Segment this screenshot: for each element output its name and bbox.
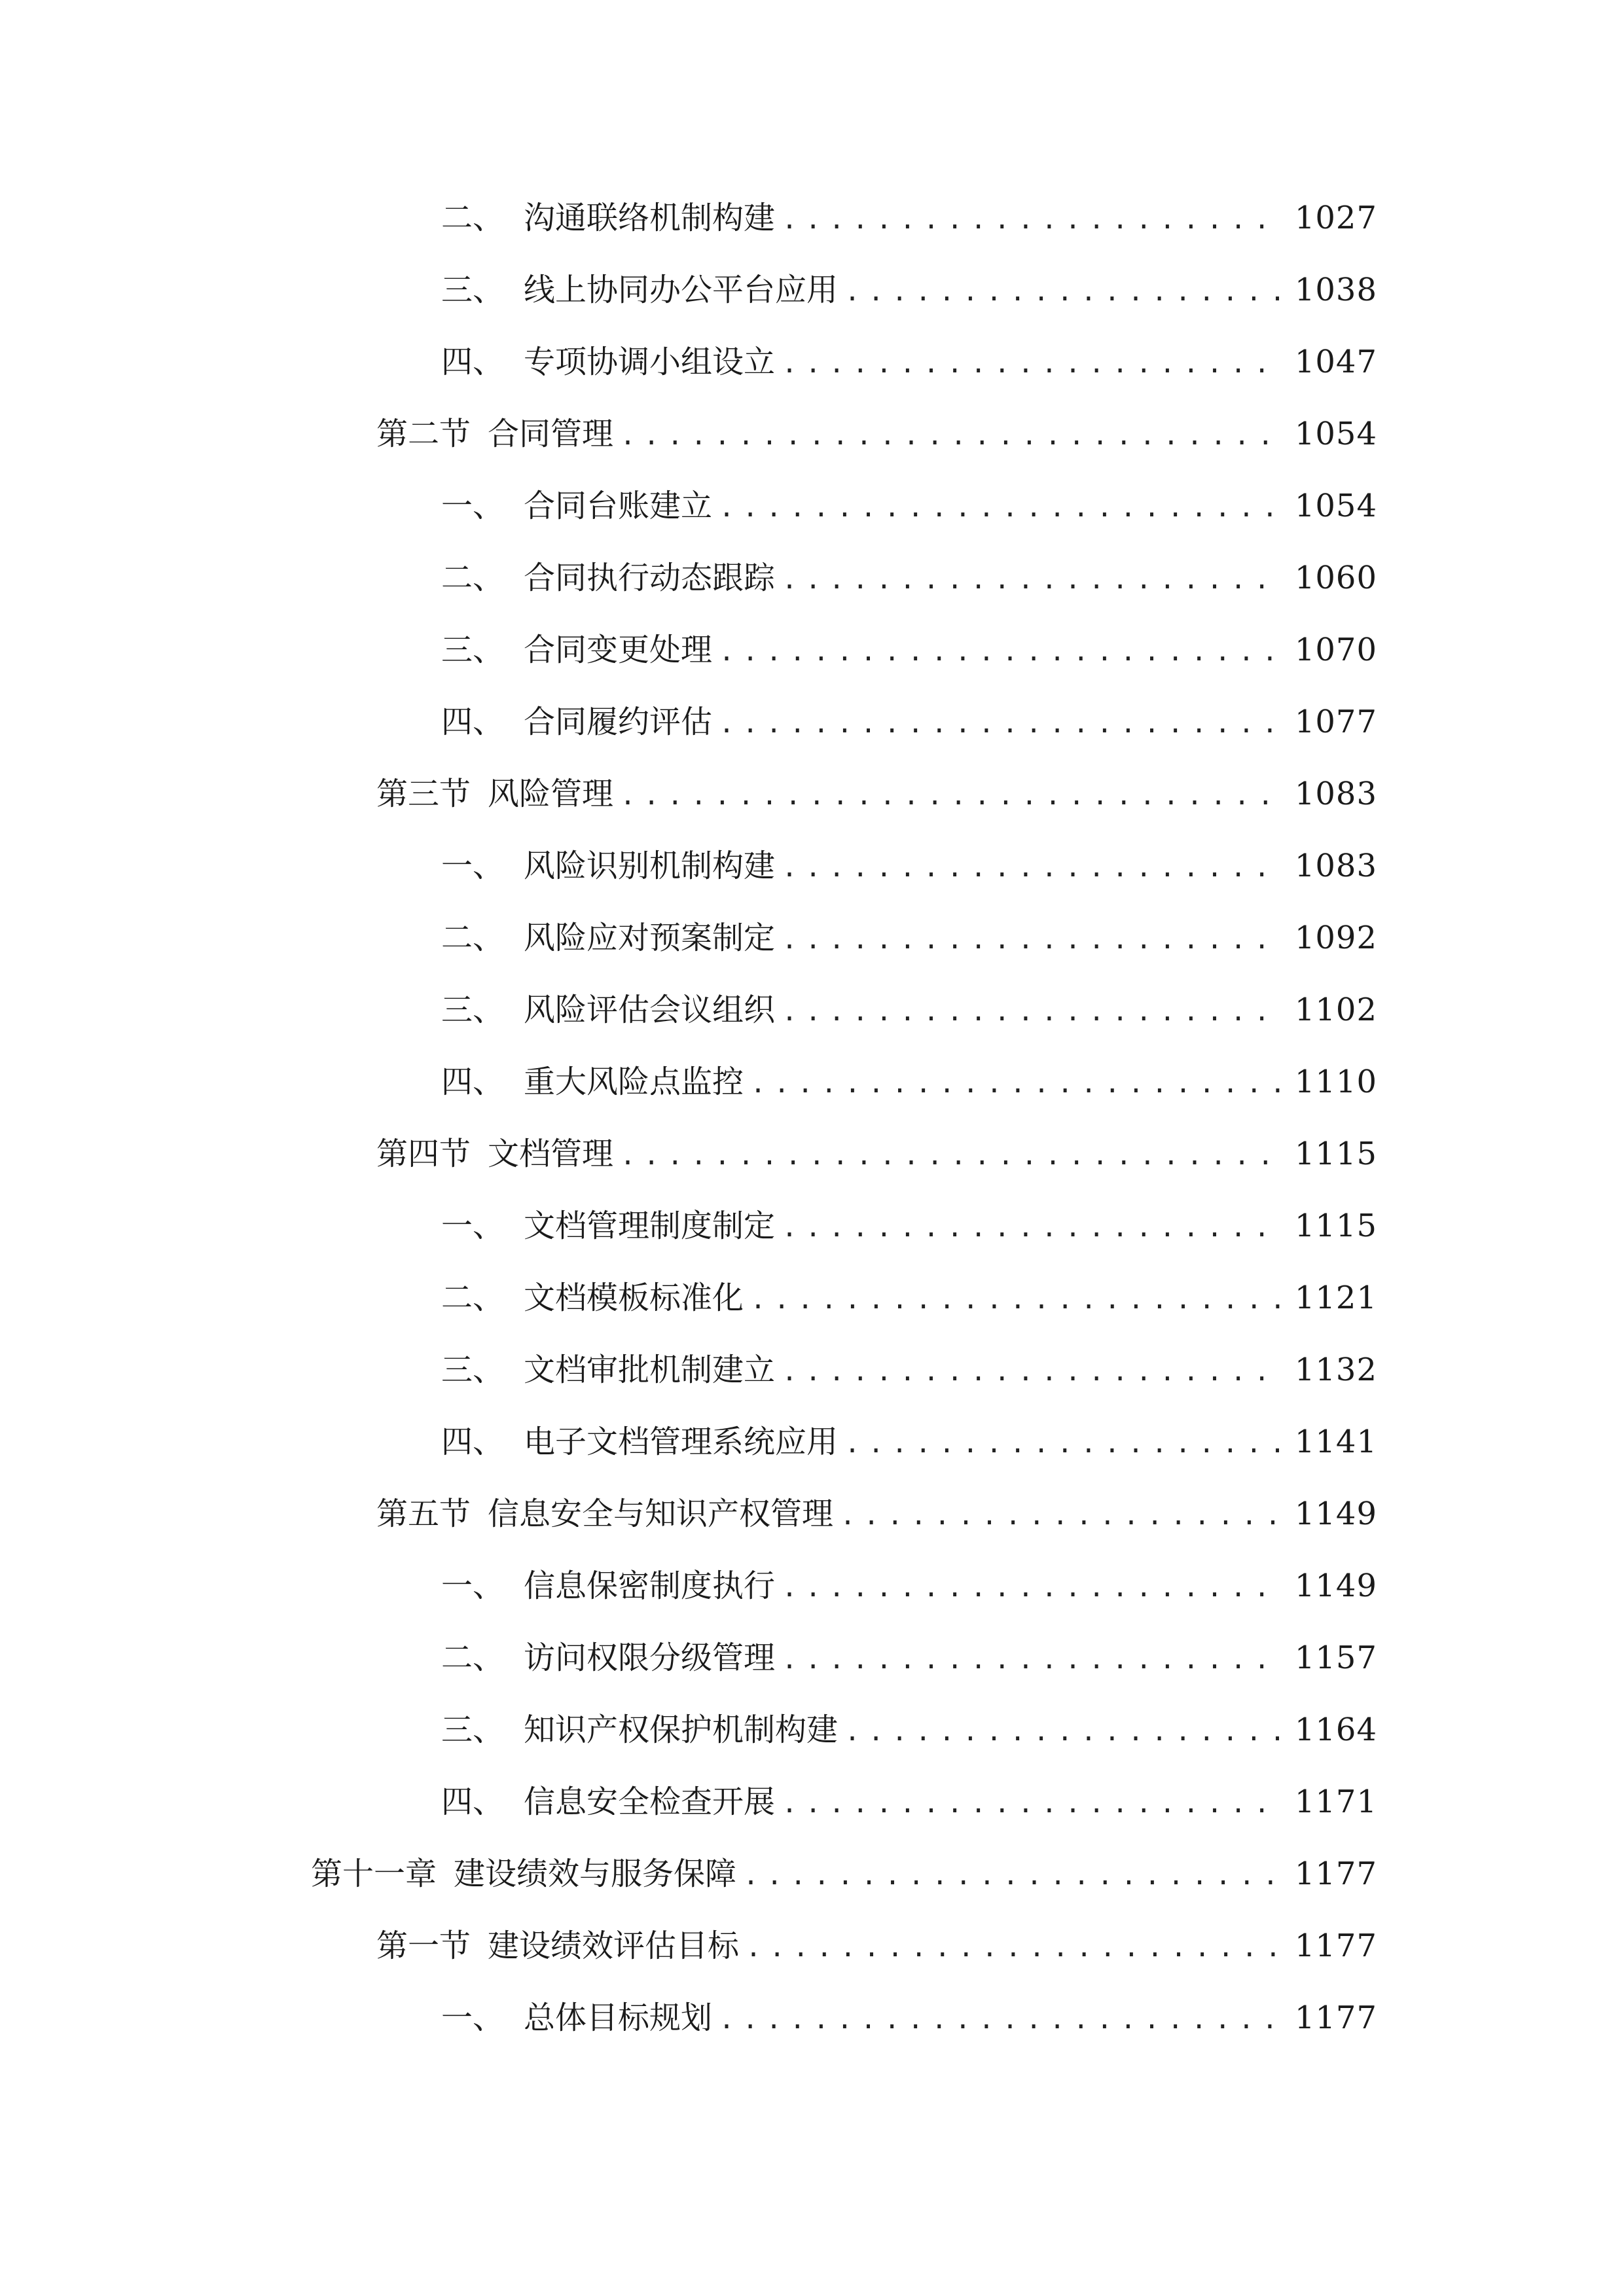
toc-dot-leader xyxy=(620,410,1283,462)
toc-entry-title: 文档模板标准化 xyxy=(524,1280,744,1316)
toc-dot-leader xyxy=(750,1058,1283,1110)
toc-section-page: 1177 xyxy=(1294,1928,1377,1964)
toc-section-title: 建设绩效评估目标 xyxy=(488,1928,740,1964)
toc-entry-title: 信息安全检查开展 xyxy=(524,1784,776,1820)
toc-entry-page: 1077 xyxy=(1294,704,1377,740)
toc-section[interactable] xyxy=(0,1488,1624,1560)
toc-section-title: 文档管理 xyxy=(488,1136,614,1172)
toc-entry-page: 1083 xyxy=(1294,848,1377,884)
toc-entry[interactable] xyxy=(0,1416,1624,1488)
toc-entry-title: 合同台账建立 xyxy=(524,488,713,524)
toc-dot-leader xyxy=(719,626,1283,678)
toc-entry-page: 1157 xyxy=(1294,1640,1377,1676)
toc-entry-number: 三、 xyxy=(441,1712,505,1748)
toc-dot-leader xyxy=(782,1778,1283,1830)
toc-entry[interactable] xyxy=(0,480,1624,552)
toc-entry[interactable] xyxy=(0,1776,1624,1848)
toc-entry-number: 四、 xyxy=(441,704,505,740)
toc-section[interactable] xyxy=(0,1920,1624,1992)
toc-entry-number: 二、 xyxy=(441,1640,505,1676)
toc-entry[interactable] xyxy=(0,984,1624,1056)
toc-entry[interactable] xyxy=(0,1344,1624,1416)
toc-entry[interactable] xyxy=(0,552,1624,624)
toc-entry[interactable] xyxy=(0,624,1624,696)
toc-entry-page: 1070 xyxy=(1294,632,1377,668)
toc-entry-page: 1141 xyxy=(1294,1424,1377,1460)
toc-entry-page: 1115 xyxy=(1294,1208,1377,1244)
toc-entry-title: 信息保密制度执行 xyxy=(524,1568,776,1604)
toc-dot-leader xyxy=(782,1202,1283,1254)
toc-dot-leader xyxy=(844,1418,1283,1470)
toc-section-page: 1115 xyxy=(1294,1136,1377,1172)
toc-entry-page: 1027 xyxy=(1294,200,1377,236)
toc-entry-title: 风险应对预案制定 xyxy=(524,920,776,956)
toc-entry[interactable] xyxy=(0,1200,1624,1272)
toc-entry-page: 1177 xyxy=(1294,2000,1377,2036)
table-of-contents xyxy=(0,192,1624,2064)
toc-entry-page: 1060 xyxy=(1294,560,1377,596)
toc-dot-leader xyxy=(782,1634,1283,1686)
toc-entry[interactable] xyxy=(0,840,1624,912)
toc-entry-title: 电子文档管理系统应用 xyxy=(524,1424,839,1460)
toc-section[interactable] xyxy=(0,408,1624,480)
toc-dot-leader xyxy=(782,1346,1283,1398)
toc-section-number: 第一节 xyxy=(376,1928,471,1964)
toc-entry[interactable] xyxy=(0,1056,1624,1128)
toc-entry-page: 1132 xyxy=(1294,1352,1377,1388)
toc-dot-leader xyxy=(743,1850,1283,1902)
toc-entry[interactable] xyxy=(0,336,1624,408)
toc-entry[interactable] xyxy=(0,696,1624,768)
toc-dot-leader xyxy=(844,1706,1283,1758)
toc-entry[interactable] xyxy=(0,264,1624,336)
toc-dot-leader xyxy=(620,770,1283,822)
toc-entry-number: 四、 xyxy=(441,1424,505,1460)
toc-entry-title: 风险识别机制构建 xyxy=(524,848,776,884)
toc-section-page: 1083 xyxy=(1294,776,1377,812)
toc-entry-title: 专项协调小组设立 xyxy=(524,344,776,380)
toc-entry[interactable] xyxy=(0,1632,1624,1704)
toc-entry-number: 四、 xyxy=(441,1064,505,1100)
toc-entry-number: 四、 xyxy=(441,1784,505,1820)
toc-entry-title: 合同变更处理 xyxy=(524,632,713,668)
toc-dot-leader xyxy=(620,1130,1283,1182)
toc-dot-leader xyxy=(782,1562,1283,1614)
toc-entry-number: 三、 xyxy=(441,992,505,1028)
toc-entry-title: 线上协同办公平台应用 xyxy=(524,272,839,308)
toc-entry-page: 1149 xyxy=(1294,1568,1377,1604)
toc-section-page: 1054 xyxy=(1294,416,1377,452)
toc-entry-number: 二、 xyxy=(441,560,505,596)
toc-entry-page: 1047 xyxy=(1294,344,1377,380)
toc-entry-page: 1038 xyxy=(1294,272,1377,308)
toc-entry-title: 合同履约评估 xyxy=(524,704,713,740)
toc-entry-number: 二、 xyxy=(441,920,505,956)
toc-entry-title: 文档管理制度制定 xyxy=(524,1208,776,1244)
toc-dot-leader xyxy=(782,986,1283,1038)
toc-section-title: 风险管理 xyxy=(488,776,614,812)
toc-section-title: 信息安全与知识产权管理 xyxy=(488,1496,834,1532)
toc-section-number: 第二节 xyxy=(376,416,471,452)
toc-entry-number: 二、 xyxy=(441,1280,505,1316)
toc-entry[interactable] xyxy=(0,1704,1624,1776)
toc-dot-leader xyxy=(782,842,1283,894)
toc-chapter-title: 建设绩效与服务保障 xyxy=(454,1856,737,1892)
toc-entry-page: 1121 xyxy=(1294,1280,1377,1316)
toc-dot-leader xyxy=(719,698,1283,750)
toc-entry-title: 知识产权保护机制构建 xyxy=(524,1712,839,1748)
toc-section-title: 合同管理 xyxy=(488,416,614,452)
toc-section[interactable] xyxy=(0,768,1624,840)
toc-entry-title: 合同执行动态跟踪 xyxy=(524,560,776,596)
toc-entry-page: 1092 xyxy=(1294,920,1377,956)
toc-entry-number: 三、 xyxy=(441,1352,505,1388)
toc-entry-page: 1164 xyxy=(1294,1712,1377,1748)
toc-entry-page: 1171 xyxy=(1294,1784,1377,1820)
toc-section-number: 第四节 xyxy=(376,1136,471,1172)
toc-section-number: 第五节 xyxy=(376,1496,471,1532)
toc-entry[interactable] xyxy=(0,912,1624,984)
toc-dot-leader xyxy=(782,338,1283,390)
toc-entry[interactable] xyxy=(0,1272,1624,1344)
toc-entry-number: 一、 xyxy=(441,2000,505,2036)
toc-section-number: 第三节 xyxy=(376,776,471,812)
toc-chapter-number: 第十一章 xyxy=(311,1856,437,1892)
toc-dot-leader xyxy=(782,554,1283,606)
toc-entry-number: 一、 xyxy=(441,848,505,884)
toc-entry-number: 三、 xyxy=(441,272,505,308)
toc-entry[interactable] xyxy=(0,1560,1624,1632)
toc-entry-title: 风险评估会议组织 xyxy=(524,992,776,1028)
toc-dot-leader xyxy=(840,1490,1283,1542)
toc-dot-leader xyxy=(844,266,1283,318)
toc-entry-page: 1102 xyxy=(1294,992,1377,1028)
toc-entry-number: 三、 xyxy=(441,632,505,668)
toc-dot-leader xyxy=(782,914,1283,966)
toc-entry-number: 一、 xyxy=(441,488,505,524)
toc-entry[interactable] xyxy=(0,192,1624,264)
toc-entry[interactable] xyxy=(0,1992,1624,2064)
toc-dot-leader xyxy=(719,1994,1283,2046)
toc-section[interactable] xyxy=(0,1128,1624,1200)
toc-entry-title: 总体目标规划 xyxy=(524,2000,713,2036)
toc-section-page: 1149 xyxy=(1294,1496,1377,1532)
toc-entry-title: 重大风险点监控 xyxy=(524,1064,744,1100)
toc-dot-leader xyxy=(782,194,1283,246)
toc-entry-number: 二、 xyxy=(441,200,505,236)
toc-dot-leader xyxy=(750,1274,1283,1326)
toc-entry-page: 1054 xyxy=(1294,488,1377,524)
toc-entry-title: 沟通联络机制构建 xyxy=(524,200,776,236)
toc-chapter-page: 1177 xyxy=(1294,1856,1377,1892)
toc-entry-number: 一、 xyxy=(441,1568,505,1604)
toc-entry-title: 访问权限分级管理 xyxy=(524,1640,776,1676)
toc-dot-leader xyxy=(719,482,1283,534)
toc-entry-number: 一、 xyxy=(441,1208,505,1244)
toc-entry-title: 文档审批机制建立 xyxy=(524,1352,776,1388)
toc-chapter[interactable] xyxy=(0,1848,1624,1920)
toc-dot-leader xyxy=(746,1922,1283,1974)
toc-entry-number: 四、 xyxy=(441,344,505,380)
toc-entry-page: 1110 xyxy=(1294,1064,1377,1100)
